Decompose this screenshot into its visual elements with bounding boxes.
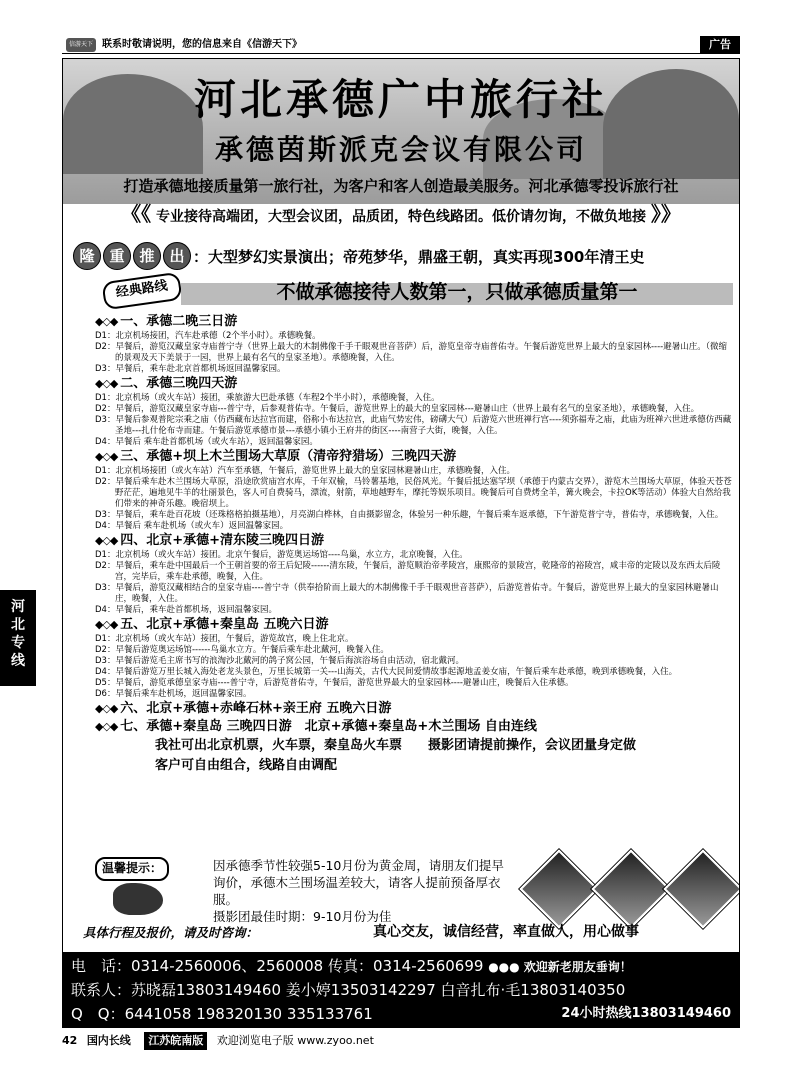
side-label-text: 河 北 专 线	[11, 599, 25, 669]
route-day: D3：早餐后，乘车赴北京首都机场返回温馨家园。	[95, 364, 286, 374]
banner	[63, 59, 739, 204]
service-note: 客户可自由组合，线路自由调配	[155, 758, 338, 773]
diamond-bullet-icon: ◆◇◆	[95, 315, 121, 328]
route-title	[95, 313, 735, 331]
tip-line: 因承德季节性较强5-10月份为黄金周，请朋友们提早	[213, 858, 504, 873]
route-title	[95, 718, 735, 736]
contact-panel	[63, 952, 739, 1028]
route-day: D3：早餐后，乘车赴百花坡（还珠格格拍摄基地），月亮湖白桦林，自由摄影留念，体验另一种乐趣，午餐后乘车返承德，下午游览普宁寺，普佑寺，承德晚餐，入住。	[95, 510, 724, 520]
fax-number: 0314-2560699	[373, 957, 484, 975]
route-day: D2：早餐后，游览汉藏皇家寺庙---普宁寺，后参观普佑寺。午餐后，游览世界上的最大的皇家园林---避暑山庄（世界上最有名气的皇家圣地），承德晚餐，入住。	[95, 404, 700, 414]
fax-label: 传真：	[328, 957, 374, 975]
left-bracket-icon: 《《	[121, 202, 152, 226]
route-title-text: 四、北京+承德+清东陵三晚四日游	[120, 533, 325, 548]
service-note: 我社可出北京机票，火车票，秦皇岛火车票 摄影团请提前操作，会议团量身定做	[155, 738, 637, 753]
route-day: D1：北京机场（或火车站）接团，午餐后，游览故宫，晚上住北京。	[95, 634, 354, 644]
edition-badge: 江苏皖南版	[144, 1032, 207, 1050]
route-day: D6：早餐后乘车赴机场，返回温馨家园。	[95, 689, 252, 699]
qq-label: Q Q：	[71, 1005, 125, 1023]
route-title	[95, 616, 735, 634]
route-title	[95, 532, 735, 550]
promo-char-3: 推	[133, 242, 161, 270]
people-row	[71, 980, 625, 1000]
map-silhouette-icon	[113, 883, 163, 915]
routes-tag: 经典路线	[101, 272, 182, 311]
route-day: D4：早餐后 乘车赴首都机场（或火车站），返回温馨家园。	[95, 437, 318, 447]
diamond-bullet-icon: ◆◇◆	[95, 618, 121, 631]
people-label: 联系人：	[71, 981, 132, 999]
motto: 真心交友，诚信经营，率直做人，用心做事	[373, 924, 639, 940]
hotline: 24小时热线13803149460	[561, 1006, 731, 1021]
details-prompt: 具体行程及报价，请及时咨询：	[83, 925, 259, 940]
route-day: D2：早餐后，乘车赴中国最后一个王朝首要的帝王后妃陵------清东陵，午餐后，游览顺治帝孝陵宫，康熙帝的景陵宫，乾隆帝的裕陵宫，咸丰帝的定陵以及东西太后陵宫，完毕后，乘车赴承德，晚餐，入住。	[95, 561, 721, 582]
diamond-bullet-icon: ◆◇◆	[95, 720, 121, 733]
promo-char-4: 出	[163, 242, 191, 270]
route-day: D4：早餐后游览万里长城入海处老龙头景色，万里长城第一关---山海关，古代大民间爱情故事起源地孟姜女庙，午餐后乘车赴承德，晚到承德晚餐，入住。	[95, 667, 678, 677]
route-day: D3：早餐后，游览汉藏相结合的皇家寺庙----普宁寺（供奉拾阶而上最大的木制佛像千手千眼观世音菩萨），后游览普佑寺。午餐后，游览世界上最大的皇家园林避暑山庄，晚餐，入住。	[95, 583, 719, 604]
promo-char-2: 重	[103, 242, 131, 270]
phone-row	[71, 956, 632, 977]
route-day: D3：早餐后参观普陀宗乘之庙（仿西藏布达拉宫而建，俗称小布达拉宫，此庙气势宏伟，磅礴大气）后游览六世班禅行宫----须弥福寿之庙，此庙为班禅六世进承德仿西藏圣地---扎什伦布寺而建。午餐后游览承德市景---承德小镇小王府井的街区----南营子大街，晚餐，入住。	[95, 415, 732, 436]
top-notice: 联系时敬请说明，您的信息来自《信游天下》	[102, 39, 302, 50]
route-day: D1：北京机场接团（或火车站）汽车至承德，午餐后，游览世界上最大的皇家园林避暑山庄，承德晚餐，入住。	[95, 466, 515, 476]
route-day: D1：北京机场接团，汽车赴承德（2个半小时）。承德晚餐。	[95, 331, 321, 341]
route-day: D5：早餐后，游览承德皇家寺庙----普宁寺，后游览普佑寺，午餐后，游览世界最大的皇家园林----避暑山庄，晚餐后入住承德。	[95, 678, 574, 688]
route-title-text: 六、北京+承德+赤峰石林+亲王府 五晚六日游	[120, 701, 392, 716]
subsidiary-title: 承德茵斯派克会议有限公司	[214, 133, 587, 166]
landmark-photo-3	[663, 849, 740, 928]
route-day: D1：北京机场（或火车站）接团，乘旅游大巴赴承德（车程2个半小时），承德晚餐，入住。	[95, 393, 440, 403]
route-title-text: 二、承德三晚四天游	[120, 376, 238, 391]
route-title	[95, 700, 735, 718]
route-title-text: 三、承德+坝上木兰围场大草原（清帝狩猎场）三晚四天游	[120, 449, 457, 464]
route-title	[95, 448, 735, 466]
diamond-bullet-icon: ◆◇◆	[95, 377, 121, 390]
headline-text: 不做承德接待人数第一，只做承德质量第一	[276, 281, 638, 303]
welcome-text: ●●● 欢迎新老朋友垂询！	[488, 960, 632, 974]
website-link[interactable]: 欢迎浏览电子版 www.zyoo.net	[216, 1034, 374, 1047]
diamond-bullet-icon: ◆◇◆	[95, 450, 121, 463]
diamond-bullet-icon: ◆◇◆	[95, 702, 121, 715]
tips-badge: 温馨提示：	[95, 857, 169, 881]
tip-line: 摄影团最佳时期：9-10月份为佳	[213, 909, 392, 924]
route-title-text: 五、北京+承德+秦皇岛 五晚六日游	[120, 617, 329, 632]
top-notice-bar	[62, 37, 740, 54]
route-day: D4：早餐后，乘车赴首都机场，返回温馨家园。	[95, 605, 277, 615]
route-day: D3：早餐后游览毛主席书写的浪淘沙北戴河的鸽子窝公园，午餐后海滨浴场自由活动，宿北戴河。	[95, 656, 464, 666]
route-day: D2：早餐后游览奥运场馆------鸟巢水立方。午餐后乘车赴北戴河，晚餐入住。	[95, 645, 389, 655]
page-number: 42	[62, 1034, 78, 1047]
route-title-text: 七、承德+秦皇岛 三晚四日游 北京+承德+秦皇岛+木兰围场 自由连线	[120, 719, 537, 734]
slogan: 打造承德地接质量第一旅行社，为客户和客人创造最美服务。河北承德零投诉旅行社	[123, 177, 679, 195]
qq-row	[71, 1004, 731, 1024]
specialty-text: 专业接待高端团，大型会议团，品质团，特色线路团。低价请勿询，不做负地接	[156, 209, 646, 225]
promo-text: ：大型梦幻实景演出；帝苑梦华，鼎盛王朝，真实再现300年清王史	[193, 248, 645, 266]
page-footer	[62, 1032, 740, 1050]
promo-line	[73, 242, 733, 270]
tips-text	[213, 857, 513, 925]
tips-area	[83, 849, 733, 929]
headline-bar	[181, 283, 733, 305]
route-day: D1：北京机场（或火车站）接团。北京午餐后，游览奥运场馆----鸟巢，水立方，北京晚餐，入住。	[95, 550, 468, 560]
route-day: D2：早餐后，游览汉藏皇家寺庙普宁寺（世界上最大的木制佛像千手千眼观世音菩萨）后，游览皇帝寺庙普佑寺。午餐后游览世界上最大的皇家园林----避暑山庄。（微缩的景观及天下美景于一园，世界上最有名气的皇家圣地）。承德晚餐，入住。	[95, 342, 727, 363]
landmark-photo-2	[591, 849, 670, 928]
phone-number: 0314-2560006、2560008	[131, 957, 324, 975]
ad-tag: 广告	[700, 36, 740, 54]
company-title: 河北承德广中旅行社	[193, 75, 608, 124]
people-list: 苏晓磊13803149460 姜小婷13503142297 白音扎布·毛13803140350	[131, 981, 626, 999]
specialty-line	[63, 202, 739, 229]
route-day: D4：早餐后 乘车赴机场（或火车）返回温馨家园。	[95, 521, 289, 531]
route-title-text: 一、承德二晚三日游	[120, 314, 238, 329]
tip-line: 询价，承德木兰围场温差较大，请客人提前预备厚衣服。	[213, 875, 501, 907]
route-day: D2：早餐后乘车赴木兰围场大草原，沿途欣赏庙宫水库，千年双榆，马铃薯基地，民俗风光。午餐后抵达塞罕坝（承德于内蒙古交界），游览木兰围场大草原，体验天苍苍野茫茫，遍地见牛羊的壮丽景色，客人可自费骑马，漂流，射箭，草地越野车，摩托等娱乐项目。晚餐后可自费烤全羊，篝火晚会，卡拉OK等活动）体验大自然给我们带来的神奇乐趣。晚宿坝上。	[95, 477, 732, 509]
routes-list	[95, 313, 735, 776]
phone-label: 电 话：	[71, 957, 132, 975]
side-section-label	[0, 590, 36, 686]
section-name: 国内长线	[86, 1034, 131, 1047]
route-title	[95, 375, 735, 393]
ad-frame	[62, 58, 740, 1028]
diamond-bullet-icon: ◆◇◆	[95, 534, 121, 547]
promo-char-1: 隆	[73, 242, 101, 270]
magazine-logo: 信游天下	[66, 38, 96, 52]
qq-numbers: 6441058 198320130 335133761	[124, 1005, 373, 1023]
landmark-photo-1	[519, 849, 598, 928]
right-bracket-icon: 》》	[650, 202, 681, 226]
